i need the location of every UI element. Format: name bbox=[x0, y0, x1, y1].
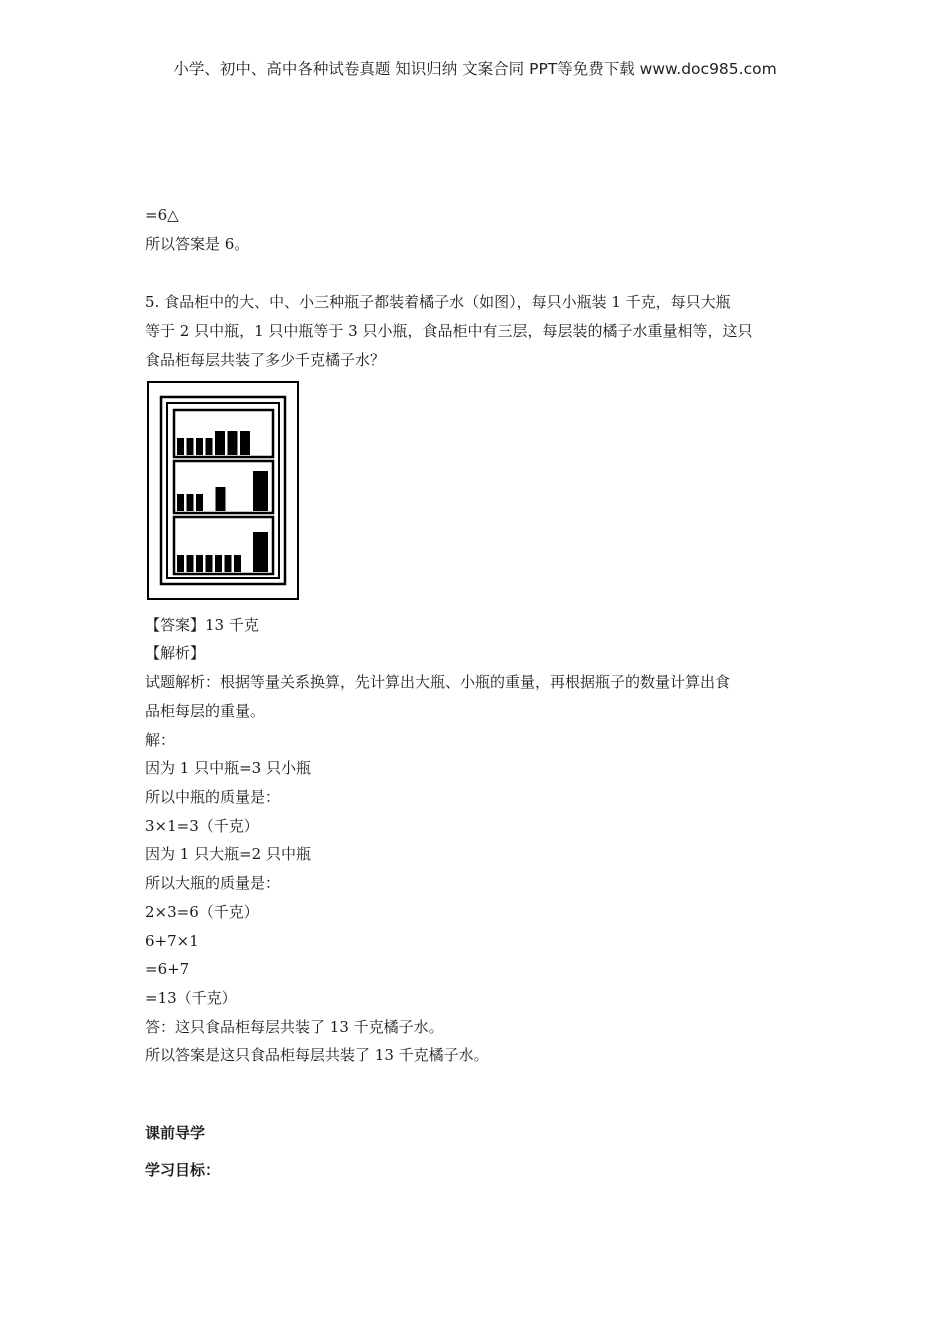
bottles bbox=[177, 431, 268, 572]
small-bottle bbox=[177, 494, 184, 511]
page-header: 小学、初中、高中各种试卷真题 知识归纳 文案合同 PPT等免费下载 www.doc985.com bbox=[173, 60, 777, 78]
section-title: 课前导学 bbox=[145, 1124, 206, 1142]
small-bottle bbox=[196, 438, 203, 455]
small-bottle bbox=[215, 555, 222, 572]
solution-line: 解： bbox=[145, 731, 176, 749]
analysis-line: 品柜每层的重量。 bbox=[145, 702, 266, 720]
prev-result-line: =6△ bbox=[145, 206, 179, 224]
solution-line: 3×1=3（千克） bbox=[145, 817, 259, 835]
small-bottle bbox=[206, 555, 213, 572]
question-line: 5. 食品柜中的大、中、小三种瓶子都装着橘子水（如图），每只小瓶装 1 千克，每只大瓶 bbox=[145, 293, 731, 311]
small-bottle bbox=[187, 555, 194, 572]
small-bottle bbox=[196, 555, 203, 572]
solution-line: 所以中瓶的质量是： bbox=[145, 788, 281, 806]
small-bottle bbox=[187, 494, 194, 511]
answer-line: 【答案】13 千克 bbox=[145, 616, 259, 634]
analysis-line: 试题解析：根据等量关系换算，先计算出大瓶、小瓶的重量，再根据瓶子的数量计算出食 bbox=[145, 673, 731, 691]
medium-bottle bbox=[216, 487, 226, 511]
section-subtitle: 学习目标： bbox=[145, 1161, 221, 1179]
solution-line: 6+7×1 bbox=[145, 932, 199, 950]
question-line: 食品柜每层共装了多少千克橘子水？ bbox=[145, 351, 386, 369]
solution-line: 所以答案是这只食品柜每层共装了 13 千克橘子水。 bbox=[145, 1046, 489, 1064]
small-bottle bbox=[206, 438, 213, 455]
solution-line: 因为 1 只中瓶=3 只小瓶 bbox=[145, 759, 311, 777]
solution-line: 所以大瓶的质量是： bbox=[145, 874, 281, 892]
small-bottle bbox=[177, 438, 184, 455]
small-bottle bbox=[177, 555, 184, 572]
solution-line: 答：这只食品柜每层共装了 13 千克橘子水。 bbox=[145, 1018, 444, 1036]
large-bottle bbox=[253, 471, 268, 511]
small-bottle bbox=[187, 438, 194, 455]
medium-bottle bbox=[240, 431, 250, 455]
solution-line: =13（千克） bbox=[145, 989, 237, 1007]
small-bottle bbox=[234, 555, 241, 572]
large-bottle bbox=[253, 532, 268, 572]
small-bottle bbox=[225, 555, 232, 572]
solution-line: =6+7 bbox=[145, 960, 190, 978]
question-line: 等于 2 只中瓶，1 只中瓶等于 3 只小瓶，食品柜中有三层，每层装的橘子水重量相等，这只 bbox=[145, 322, 753, 340]
food-cabinet-figure bbox=[147, 381, 299, 600]
small-bottle bbox=[196, 494, 203, 511]
solution-line: 因为 1 只大瓶=2 只中瓶 bbox=[145, 845, 311, 863]
solution-line: 2×3=6（千克） bbox=[145, 903, 259, 921]
analysis-label: 【解析】 bbox=[145, 644, 206, 662]
prev-answer-line: 所以答案是 6。 bbox=[145, 235, 250, 253]
medium-bottle bbox=[228, 431, 238, 455]
medium-bottle bbox=[215, 431, 225, 455]
